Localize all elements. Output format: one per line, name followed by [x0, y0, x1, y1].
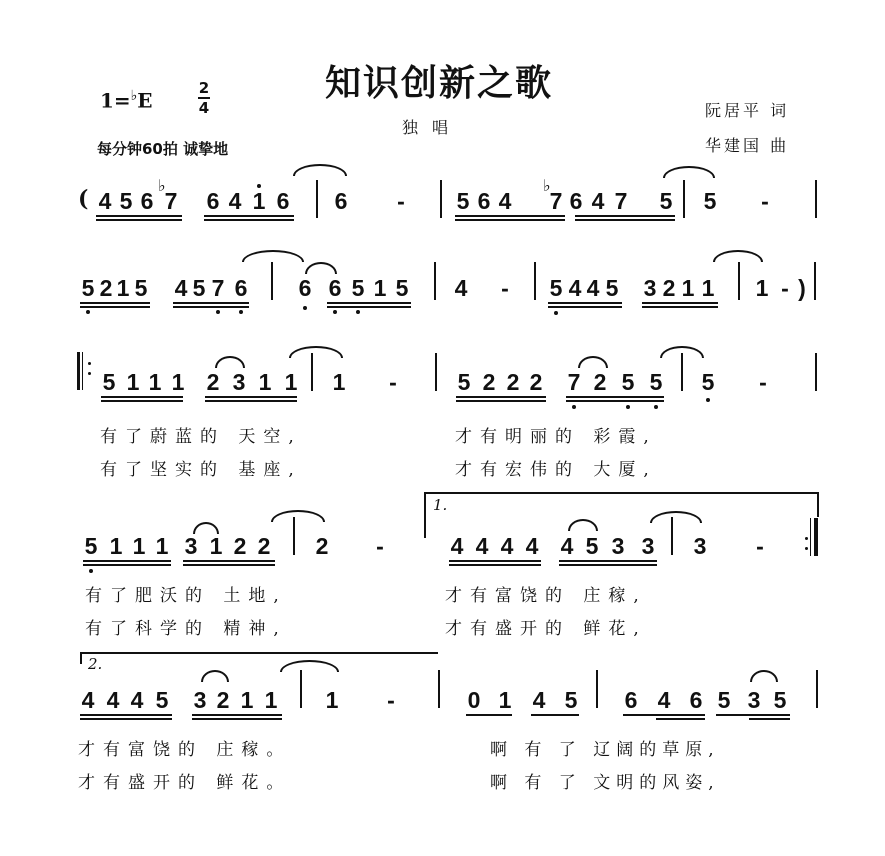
note: 4: [568, 275, 582, 301]
note: 1: [258, 369, 272, 395]
note: 5: [585, 533, 599, 559]
note: 5: [659, 188, 673, 214]
note: 3: [643, 275, 657, 301]
note: 4: [475, 533, 489, 559]
note: 4: [174, 275, 188, 301]
lyrics-verse-2: 有了科学的 精神,: [85, 619, 287, 639]
flat-icon: ♭: [130, 88, 138, 104]
note: 6: [624, 687, 638, 713]
note: 4: [81, 687, 95, 713]
note: 1: [148, 369, 162, 395]
dash: -: [756, 533, 764, 559]
note: 5: [192, 275, 206, 301]
note: 3: [193, 687, 207, 713]
note: 6: [328, 275, 342, 301]
key-label: 1=: [100, 88, 131, 113]
note: 4: [130, 687, 144, 713]
note: 2: [529, 369, 543, 395]
note: 5: [564, 687, 578, 713]
note: 1: [373, 275, 387, 301]
note: 5: [605, 275, 619, 301]
performance-type: 独唱: [402, 118, 463, 137]
note: 2: [99, 275, 113, 301]
note: 1: [132, 533, 146, 559]
note: 1: [284, 369, 298, 395]
note: 4: [586, 275, 600, 301]
note: 1: [155, 533, 169, 559]
note: 5: [351, 275, 365, 301]
note: 1: [701, 275, 715, 301]
note: 5: [155, 687, 169, 713]
note: 3: [232, 369, 246, 395]
lyrics-verse-1: 才有明丽的 彩霞,: [455, 427, 657, 447]
note: 5: [717, 687, 731, 713]
note: 2: [257, 533, 271, 559]
dash: -: [501, 275, 509, 301]
note: 4: [657, 687, 671, 713]
note: 5: [81, 275, 95, 301]
note: 2: [216, 687, 230, 713]
time-signature: [198, 80, 210, 116]
dash: -: [781, 275, 789, 301]
flat-icon: ♭: [158, 176, 166, 195]
open-paren: (: [78, 186, 89, 212]
lyrics-verse-2: 才有宏伟的 大厦,: [455, 460, 657, 480]
note: 2: [506, 369, 520, 395]
note: 1: [755, 275, 769, 301]
lyrics-verse-1: 啊 有 了 辽阔的草原,: [490, 740, 720, 760]
note: 6: [569, 188, 583, 214]
note: 3: [693, 533, 707, 559]
note: 5: [119, 188, 133, 214]
dash: -: [759, 369, 767, 395]
note: 6: [689, 687, 703, 713]
note: 5: [773, 687, 787, 713]
note: 2: [482, 369, 496, 395]
note: 2: [206, 369, 220, 395]
note: 5: [649, 369, 663, 395]
dash: -: [397, 188, 405, 214]
note: 6: [298, 275, 312, 301]
note: 3: [611, 533, 625, 559]
note: 4: [228, 188, 242, 214]
note: 3: [747, 687, 761, 713]
note: 4: [498, 188, 512, 214]
note: 6: [234, 275, 248, 301]
note: 4: [98, 188, 112, 214]
lyricist: 阮居平 词: [705, 101, 790, 120]
note: 4: [454, 275, 468, 301]
lyrics-verse-2: 才有盛开的 鲜花。: [78, 773, 292, 793]
note: 5: [395, 275, 409, 301]
meter-top: 2: [198, 79, 210, 97]
note: 2: [593, 369, 607, 395]
note: 3: [641, 533, 655, 559]
song-title: 知识创新之歌: [325, 62, 554, 104]
note: 1: [498, 687, 512, 713]
note: 1: [264, 687, 278, 713]
meter-bottom: 4: [198, 99, 210, 117]
note: 5: [456, 188, 470, 214]
lyrics-verse-2: 才有盛开的 鲜花,: [445, 619, 647, 639]
note: 6: [334, 188, 348, 214]
note: 6: [140, 188, 154, 214]
note: 6: [276, 188, 290, 214]
note: 1: [251, 189, 267, 213]
note: 1: [126, 369, 140, 395]
dash: -: [376, 533, 384, 559]
note: 5: [549, 275, 563, 301]
note: 3: [184, 533, 198, 559]
dash: -: [387, 687, 395, 713]
note: 1: [325, 687, 339, 713]
note: 4: [560, 533, 574, 559]
note: 2: [662, 275, 676, 301]
note: 1: [109, 533, 123, 559]
note: 2: [315, 533, 329, 559]
note: 5: [102, 369, 116, 395]
lyrics-verse-1: 有了肥沃的 土地,: [85, 586, 287, 606]
note: 6: [206, 188, 220, 214]
lyrics-verse-2: 啊 有 了 文明的风姿,: [490, 773, 720, 793]
note: 2: [233, 533, 247, 559]
lyrics-verse-1: 才有富饶的 庄稼。: [78, 740, 292, 760]
note: 4: [525, 533, 539, 559]
volta-1: 1.: [433, 496, 448, 514]
note: 7: [567, 369, 581, 395]
note: 7: [164, 188, 178, 214]
key-note: E: [137, 88, 153, 113]
note: 1: [209, 533, 223, 559]
lyrics-verse-1: 有了蔚蓝的 天空,: [100, 427, 302, 447]
close-paren: ): [798, 275, 806, 301]
note: 5: [621, 369, 635, 395]
volta-2: 2.: [88, 655, 103, 673]
note: 1: [116, 275, 130, 301]
note: 4: [532, 687, 546, 713]
note: 5: [457, 369, 471, 395]
note: 7: [549, 188, 563, 214]
note: 1: [171, 369, 185, 395]
note: 0: [467, 687, 481, 713]
note: 6: [477, 188, 491, 214]
note: 4: [106, 687, 120, 713]
tempo-marking: 每分钟60拍 诚挚地: [97, 140, 229, 158]
note: 5: [84, 533, 98, 559]
flat-icon: ♭: [543, 176, 551, 195]
note: 7: [614, 188, 628, 214]
lyrics-verse-1: 才有富饶的 庄稼,: [445, 586, 647, 606]
note: 1: [332, 369, 346, 395]
lyrics-verse-2: 有了坚实的 基座,: [100, 460, 302, 480]
composer: 华建国 曲: [705, 136, 790, 155]
note: 4: [500, 533, 514, 559]
note: 4: [591, 188, 605, 214]
note: 5: [703, 188, 717, 214]
note: 5: [701, 369, 715, 395]
dash: -: [761, 188, 769, 214]
note: 1: [681, 275, 695, 301]
dash: -: [389, 369, 397, 395]
key-signature: [100, 88, 153, 113]
note: 1: [240, 687, 254, 713]
note: 4: [450, 533, 464, 559]
note: 7: [211, 275, 225, 301]
octave-dot: [257, 184, 261, 188]
note: 5: [134, 275, 148, 301]
